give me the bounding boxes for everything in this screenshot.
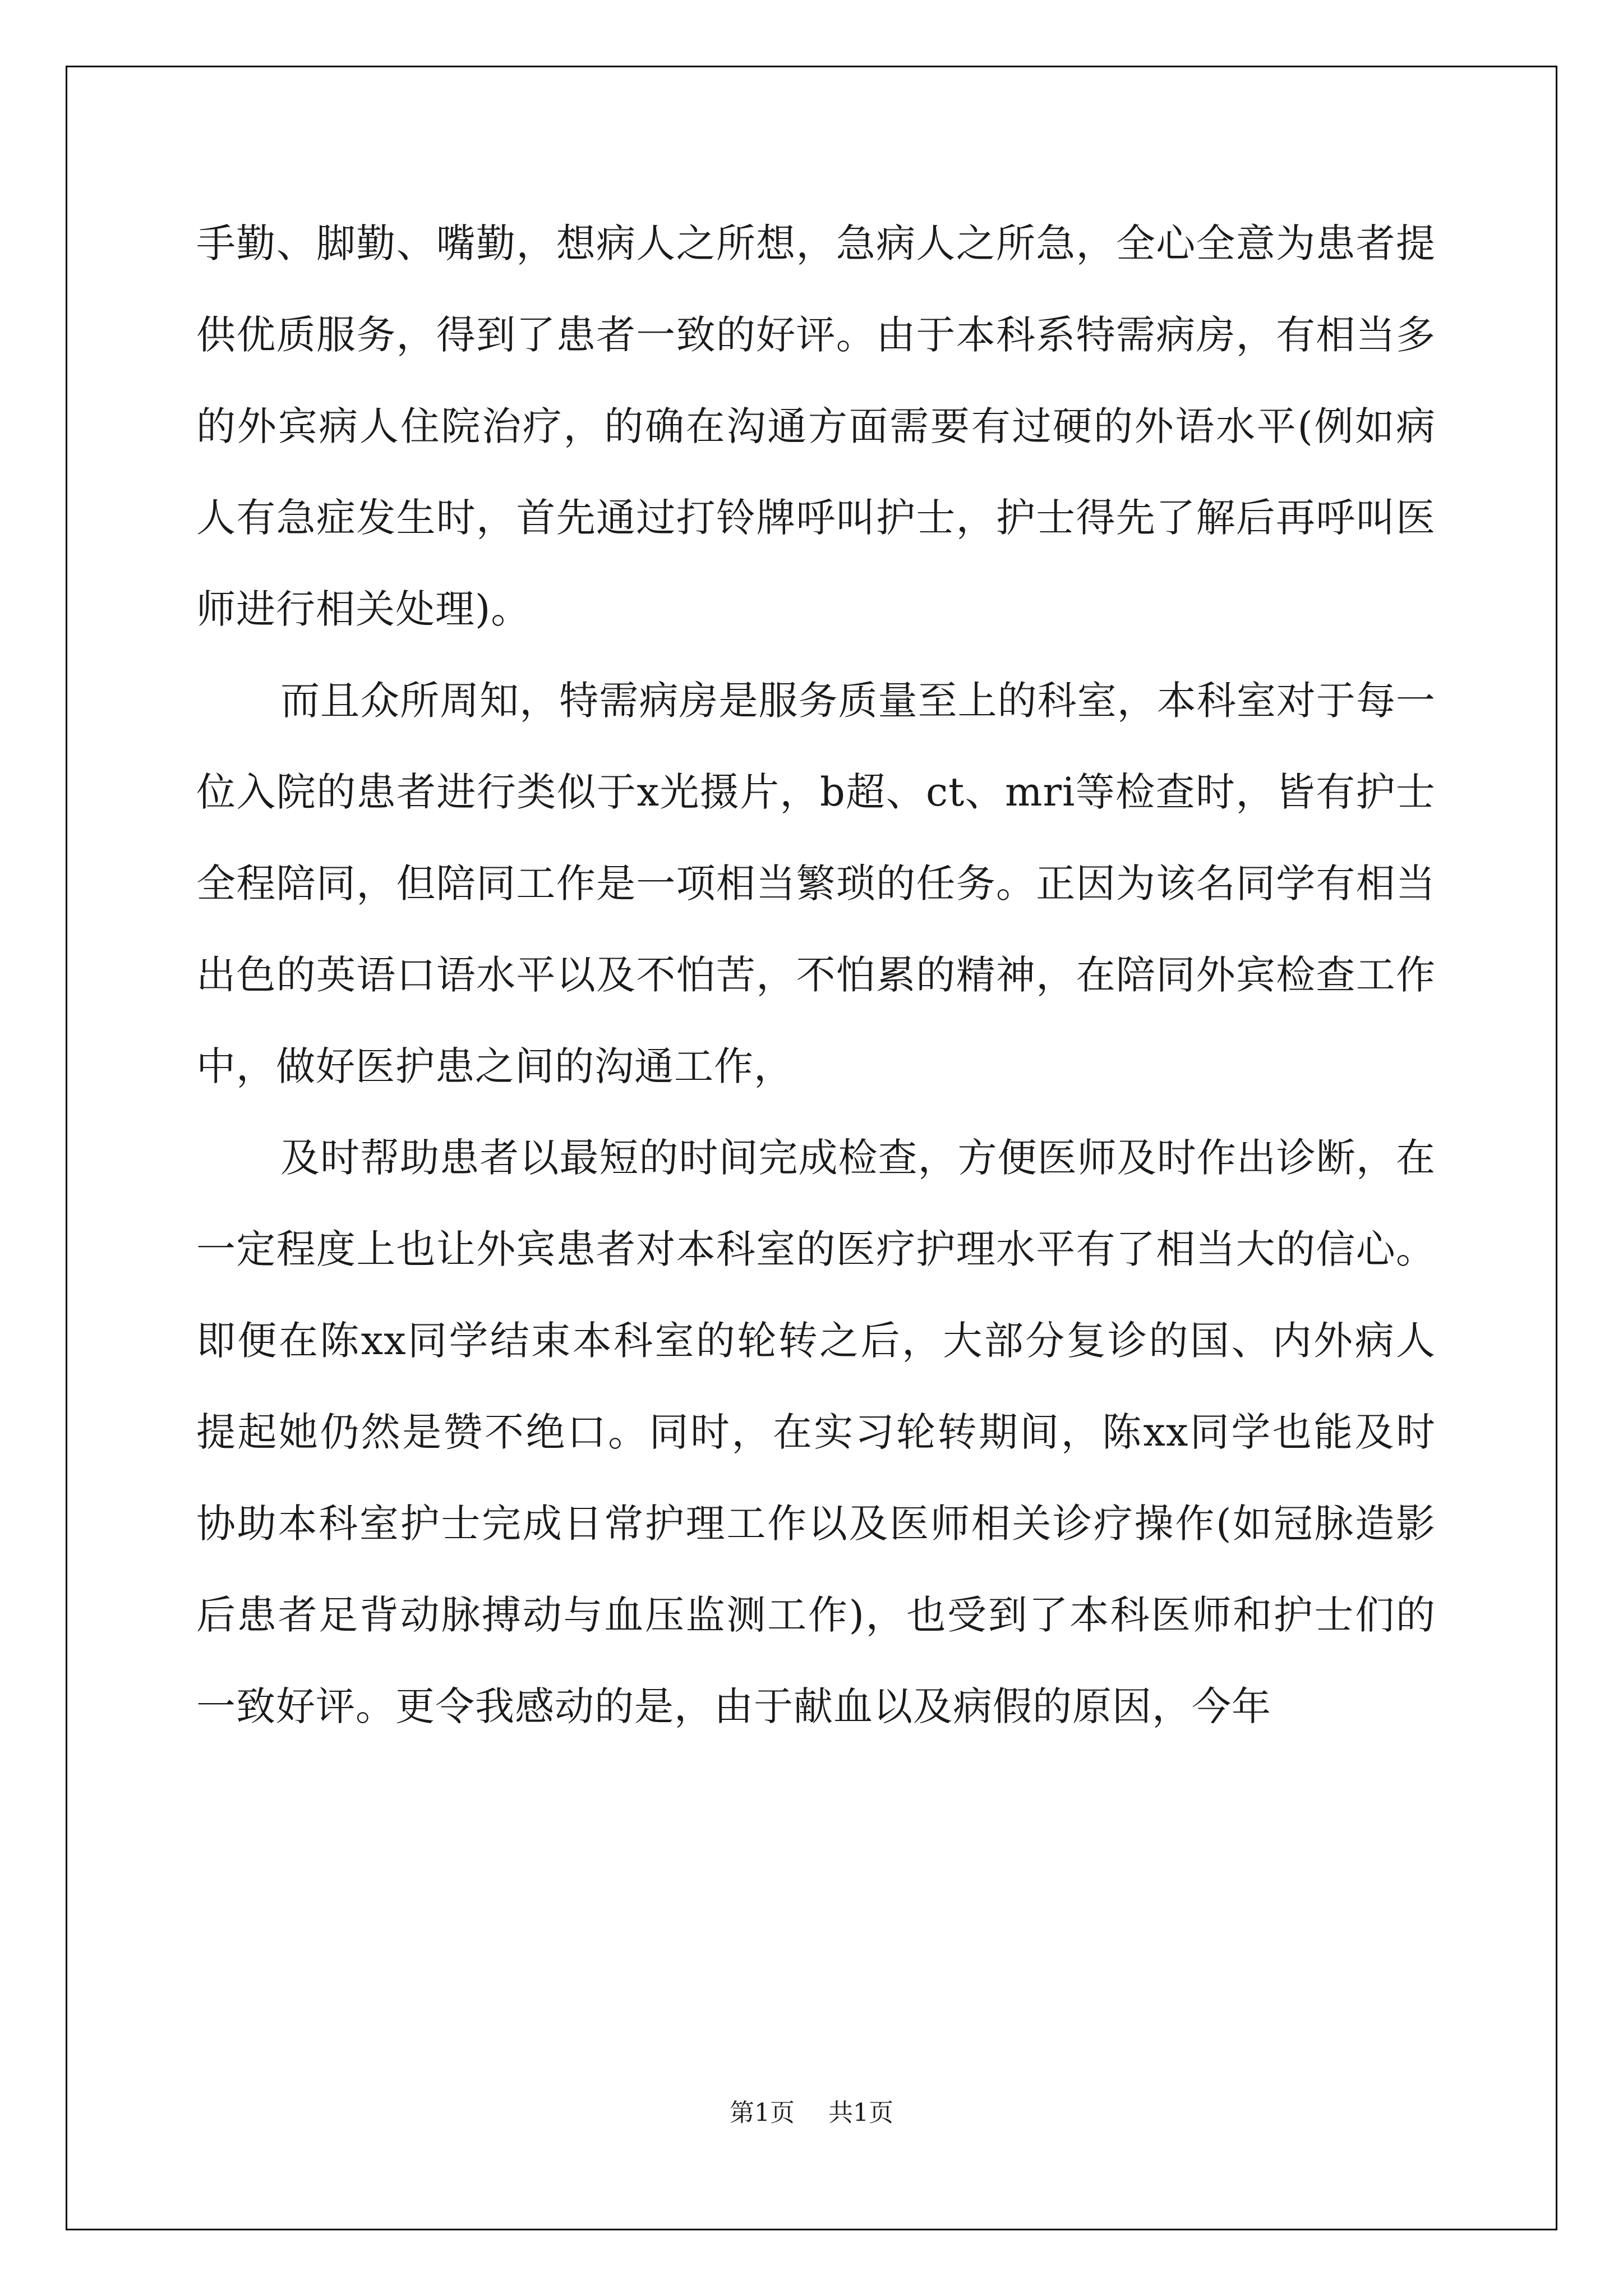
document-body bbox=[196, 198, 1436, 1752]
paragraph: 而且众所周知，特需病房是服务质量至上的科室，本科室对于每一位入院的患者进行类似于x光摄片，b超、ct、mri等检查时，皆有护士全程陪同，但陪同工作是一项相当繁琐的任务。正因为该名同学有相当出色的英语口语水平以及不怕苦，不怕累的精神，在陪同外宾检查工作中，做好医护患之间的沟通工作， bbox=[196, 678, 1436, 1089]
paragraph: 及时帮助患者以最短的时间完成检查，方便医师及时作出诊断，在一定程度上也让外宾患者对本科室的医疗护理水平有了相当大的信心。即便在陈xx同学结束本科室的轮转之后，大部分复诊的国、内外病人提起她仍然是赞不绝口。同时，在实习轮转期间，陈xx同学也能及时协助本科室护士完成日常护理工作以及医师相关诊疗操作(如冠脉造影后患者足背动脉搏动与血压监测工作)，也受到了本科医师和护士们的一致好评。更令我感动的是，由于献血以及病假的原因，今年 bbox=[196, 1135, 1436, 1729]
paragraph: 手勤、脚勤、嘴勤，想病人之所想，急病人之所急，全心全意为患者提供优质服务，得到了患者一致的好评。由于本科系特需病房，有相当多的外宾病人住院治疗，的确在沟通方面需要有过硬的外语水平(例如病人有急症发生时，首先通过打铃牌呼叫护士，护士得先了解后再呼叫医师进行相关处理)。 bbox=[196, 220, 1436, 632]
page-total: 共1页 bbox=[828, 2099, 893, 2127]
page-number: 第1页 bbox=[730, 2099, 795, 2127]
page-footer bbox=[0, 2092, 1623, 2128]
